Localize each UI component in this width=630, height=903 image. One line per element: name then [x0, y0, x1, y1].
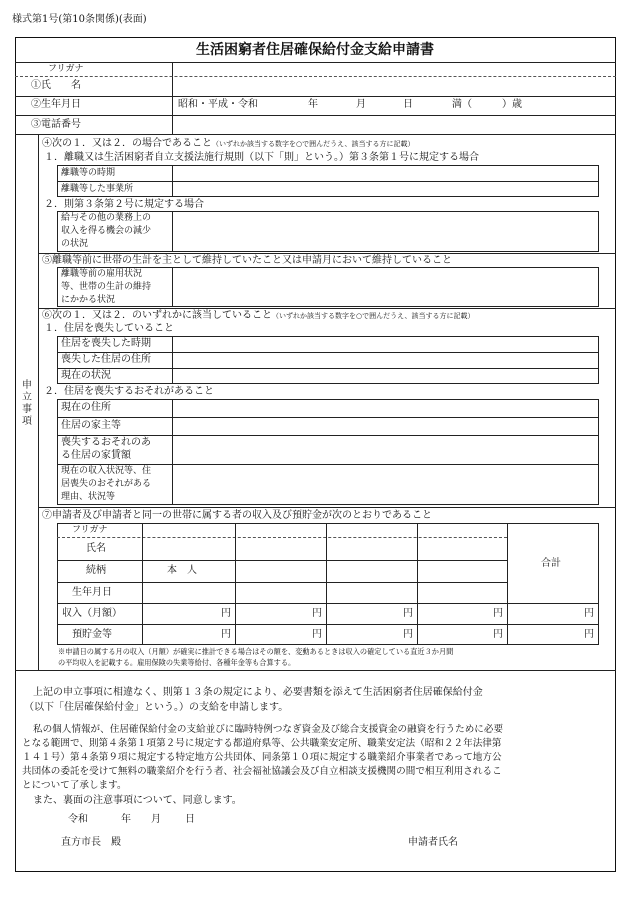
sec6-item2-rent-line: る住居の家賃額 — [61, 450, 131, 461]
income-row-label: 預貯金等 — [72, 629, 112, 640]
name-divider — [15, 96, 616, 97]
sec6-item2-row-label: 現在の住所 — [61, 402, 111, 413]
sec4-heading-text: ④次の１．又は２．の場合であること — [42, 138, 212, 149]
income-table-furigana-divider — [57, 537, 507, 538]
statements-bottom — [15, 670, 616, 671]
sec4-item1-row-label: 離職等した事業所 — [61, 184, 134, 194]
sec7-heading: ⑦申請者及び申請者と同一の世帯に属する者の収入及び預貯金が次のとおりであること — [42, 510, 432, 521]
sec4-heading — [42, 139, 415, 149]
sec6-heading-note: （いずれか該当する数字を○で囲んだうえ、該当する方に記載） — [272, 312, 475, 320]
declaration-line: （以下「住居確保給付金」という。）の支給を申請します。 — [24, 702, 289, 713]
separation-employer-field[interactable] — [173, 182, 598, 196]
sec5-heading: ⑤離職等前に世帯の生計を主として維持していたこと又は申請月において維持していること — [42, 255, 452, 266]
consent-line: １４１号）第４条第９項に規定する特定地方公共団体、同条第１０項に規定する職業紹介事業者であって地方公 — [22, 752, 502, 763]
income-reduction-field[interactable] — [173, 212, 598, 251]
income-table-col — [235, 523, 236, 645]
name-label: ①氏 名 — [31, 80, 81, 91]
income-table-col — [142, 523, 143, 645]
date-year-unit: 年 — [121, 814, 131, 825]
sec6-heading — [42, 311, 475, 321]
sec5-label-line: にかかる状況 — [61, 295, 116, 305]
income-table-divider — [57, 624, 599, 625]
applicant-name-field[interactable] — [468, 835, 608, 851]
furigana-label: フリガナ — [48, 64, 84, 74]
income-note-line: の平均収入を記載する。雇用保険の失業等給付、各種年金等も合算する。 — [58, 658, 296, 667]
yen-unit: 円 — [493, 608, 503, 619]
yen-unit: 円 — [584, 629, 594, 640]
sec6-item2-status-line: 居喪失のおそれがある — [61, 479, 152, 489]
sec6-heading-text: ⑥次の１．又は２．のいずれかに該当していること — [42, 310, 272, 321]
separation-date-field[interactable] — [173, 166, 598, 181]
side-label: 申立事項 — [22, 380, 32, 427]
income-row-label: 収入（月額） — [62, 608, 122, 619]
sec6-item1-row-label: 喪失した住居の住所 — [61, 354, 151, 365]
current-status-field[interactable] — [173, 369, 598, 383]
income-row-label: 続柄 — [86, 565, 106, 576]
sec6-item2-row-label: 住居の家主等 — [61, 420, 121, 431]
current-address-field[interactable] — [173, 400, 598, 417]
consent-notes: また、裏面の注意事項について、同意します。 — [33, 795, 242, 806]
sec6-item1[interactable]: １．住居を喪失していること — [44, 323, 174, 334]
landlord-field[interactable] — [173, 418, 598, 435]
sec4-heading-note: （いずれか該当する数字を○で囲んだうえ、該当する方に記載） — [212, 140, 415, 148]
applicant-label: 申請者氏名 — [408, 837, 458, 848]
self-relation: 本 人 — [167, 565, 197, 576]
sec4-item2[interactable]: ２．則第３条第２号に規定する場合 — [44, 199, 204, 210]
form-title: 生活困窮者住居確保給付金支給申請書 — [196, 42, 434, 58]
furigana-field[interactable] — [173, 63, 614, 75]
sec6-item2-rent-line: 喪失するおそれのあ — [61, 437, 151, 448]
income-row-label: 生年月日 — [72, 587, 112, 598]
sec4-item1-row-label: 離職等の時期 — [61, 168, 116, 178]
consent-line: 私の個人情報が、住居確保給付金の支給並びに臨時特例つなぎ資金及び総合支援資金の融資を行うために必要 — [33, 724, 504, 735]
name-field[interactable] — [173, 77, 614, 95]
sec6-item1-row-label: 現在の状況 — [61, 370, 111, 381]
declaration-line: 上記の申立事項に相違なく、則第１３条の規定により、必要書類を添えて生活困窮者住居確保給付金 — [33, 687, 483, 698]
sec6-item1-row-label: 住居を喪失した時期 — [61, 338, 151, 349]
date-month-unit: 月 — [151, 814, 161, 825]
income-table — [57, 523, 599, 645]
income-row-label: フリガナ — [72, 525, 108, 535]
yen-unit: 円 — [221, 629, 231, 640]
sec5-top-divider — [38, 253, 616, 254]
yen-unit: 円 — [403, 629, 413, 640]
addressee: 直方市長 殿 — [61, 837, 121, 848]
risk-reason-field[interactable] — [173, 465, 598, 504]
income-table-divider — [57, 603, 599, 604]
birth-month-unit: 月 — [356, 99, 366, 110]
sec4-item1[interactable]: １．離職又は生活困窮者自立支援法施行規則（以下「則」という。）第３条第１号に規定する場合 — [44, 152, 479, 163]
sec5-label-line: 等、世帯の生計の維持 — [61, 282, 152, 292]
sec7-top-divider — [38, 507, 616, 508]
birth-era[interactable]: 昭和・平成・令和 — [178, 99, 258, 110]
application-date-field[interactable] — [88, 812, 188, 826]
household-support-field[interactable] — [173, 268, 598, 306]
birth-year-unit: 年 — [308, 99, 318, 110]
yen-unit: 円 — [221, 608, 231, 619]
income-table-divider — [57, 560, 507, 561]
income-table-col — [507, 523, 508, 645]
date-day-unit: 日 — [185, 814, 195, 825]
sec4-item2-label-line: の状況 — [61, 239, 89, 249]
phone-label: ③電話番号 — [31, 119, 81, 130]
age-field[interactable]: 満（ ）歳 — [452, 99, 522, 110]
total-label: 合計 — [541, 558, 561, 569]
yen-unit: 円 — [312, 629, 322, 640]
birth-day-unit: 日 — [403, 99, 413, 110]
income-table-col — [326, 523, 327, 645]
header-bottom — [15, 134, 616, 135]
income-table-divider — [57, 582, 507, 583]
rent-amount-field[interactable] — [173, 436, 598, 464]
income-table-col — [417, 523, 418, 645]
yen-unit: 円 — [312, 608, 322, 619]
yen-unit: 円 — [493, 629, 503, 640]
lost-address-field[interactable] — [173, 353, 598, 368]
consent-line: 共団体の委託を受けて無料の職業紹介を行う者、社会福祉協議会及び自立相談支援機関の間で相互利用されるこ — [22, 766, 502, 777]
birth-label: ②生年月日 — [31, 99, 81, 110]
consent-line: となる範囲で、則第４条第１項第２号に規定する都道府県等、公共職業安定所、職業安定法（昭和２２年法律第 — [22, 738, 502, 749]
loss-date-field[interactable] — [173, 337, 598, 352]
income-note-line: ※申請日の属する月の収入（月額）が確実に推計できる場合はその額を、変動あるときは収入の確定している直近３か月間 — [58, 647, 454, 656]
sec6-item2-status-line: 理由、状況等 — [61, 492, 116, 502]
sec5-label-line: 離職等前の雇用状況 — [61, 269, 143, 279]
sec6-top-divider — [38, 308, 616, 309]
phone-field[interactable] — [173, 116, 614, 133]
form-id: 様式第1号(第10条関係)(表面) — [12, 14, 147, 25]
side-column-divider — [38, 134, 39, 670]
sec6-item2-status-line: 現在の収入状況等、住 — [61, 466, 152, 476]
sec4-item2-label-line: 給与その他の業務上の — [61, 213, 152, 223]
date-era: 令和 — [68, 814, 88, 825]
sec4-item2-label-line: 収入を得る機会の減少 — [61, 226, 152, 236]
yen-unit: 円 — [403, 608, 413, 619]
consent-line: とについて了承します。 — [22, 780, 127, 791]
income-row-label: 氏名 — [86, 543, 106, 554]
sec6-item2[interactable]: ２．住居を喪失するおそれがあること — [44, 386, 214, 397]
yen-unit: 円 — [584, 608, 594, 619]
